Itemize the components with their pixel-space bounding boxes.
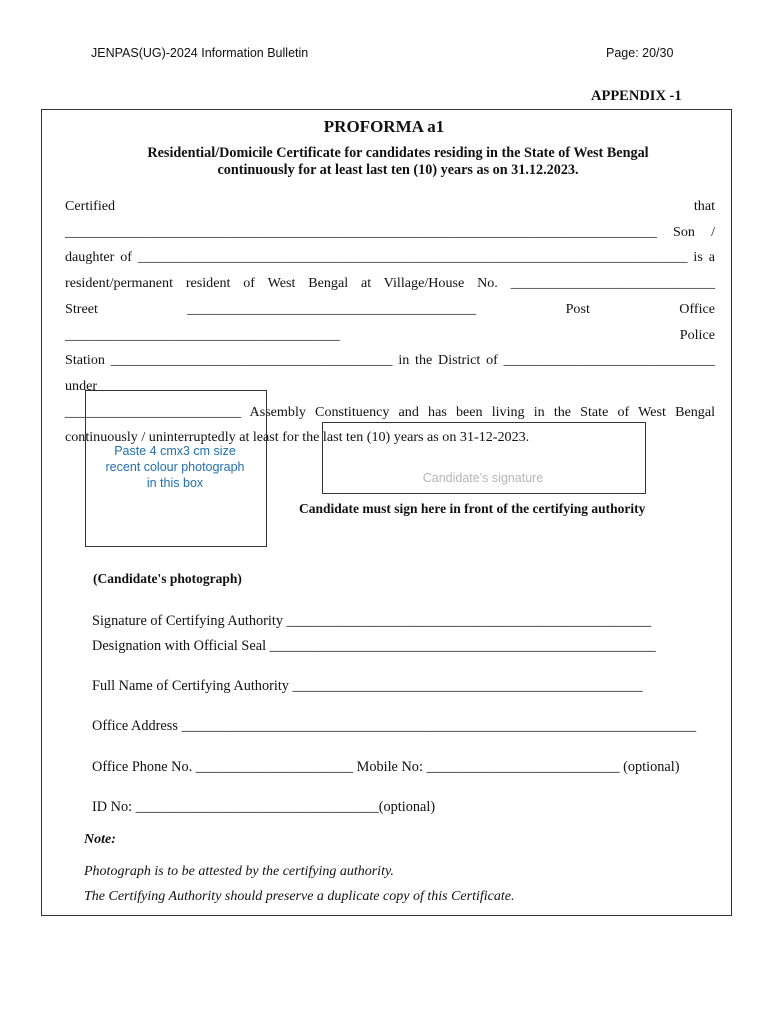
certificate-line: Certified that ____________________________________________________________________________________ Son /	[65, 198, 715, 240]
certificate-line: resident/permanent resident of West Bengal at Village/House No. _____________________________	[65, 275, 715, 292]
note-line-1: Photograph is to be attested by the certifying authority.	[84, 864, 394, 879]
certificate-line: daughter of ______________________________________________________________________________ is a	[65, 249, 715, 266]
note-line-2: The Certifying Authority should preserve a duplicate copy of this Certificate.	[84, 889, 515, 904]
subtitle-line-2: continuously for at least last ten (10) years as on 31.12.2023.	[217, 162, 579, 178]
certificate-line: _________________________ Assembly Constituency and has been living in the State of West Bengal	[65, 403, 715, 420]
id-field[interactable]: ID No: __________________________________(optional)	[92, 799, 436, 815]
office-address-field[interactable]: Office Address ________________________________________________________________________	[92, 718, 697, 734]
form-title: PROFORMA a1	[323, 117, 445, 136]
photo-hint-line: Paste 4 cmx3 cm size	[114, 444, 236, 458]
certificate-line: continuously / uninterruptedly at least for the last ten (10) years as on 31-12-2023.	[65, 429, 530, 446]
subtitle-line-1: Residential/Domicile Certificate for candidates residing in the State of West Bengal	[147, 145, 649, 161]
phone-mobile-field[interactable]: Office Phone No. ______________________ Mobile No: ___________________________ (optional)	[92, 759, 680, 775]
page-number: Page: 20/30	[606, 46, 674, 60]
photo-hint-line: recent colour photograph	[105, 460, 245, 474]
signature-authority-field[interactable]: Signature of Certifying Authority ___________________________________________________	[92, 613, 652, 629]
form-subtitle	[95, 145, 701, 179]
photo-hint-line: in this box	[146, 476, 204, 490]
bulletin-header: JENPAS(UG)-2024 Information Bulletin	[91, 46, 309, 60]
certificate-line: Station ________________________________________ in the District of ______________________________ under	[65, 352, 715, 394]
appendix-label: APPENDIX -1	[591, 88, 682, 104]
signature-placeholder: Candidate's signature	[422, 471, 544, 485]
certificate-line: Street _________________________________________ Post Office _______________________________________ Police	[65, 300, 715, 343]
photo-caption: (Candidate's photograph)	[93, 571, 242, 586]
designation-seal-field[interactable]: Designation with Official Seal ______________________________________________________	[92, 638, 656, 654]
full-name-field[interactable]: Full Name of Certifying Authority _________________________________________________	[92, 678, 643, 694]
photo-hint	[95, 443, 255, 491]
signature-instruction: Candidate must sign here in front of the certifying authority	[299, 501, 646, 516]
note-heading: Note:	[84, 832, 116, 847]
